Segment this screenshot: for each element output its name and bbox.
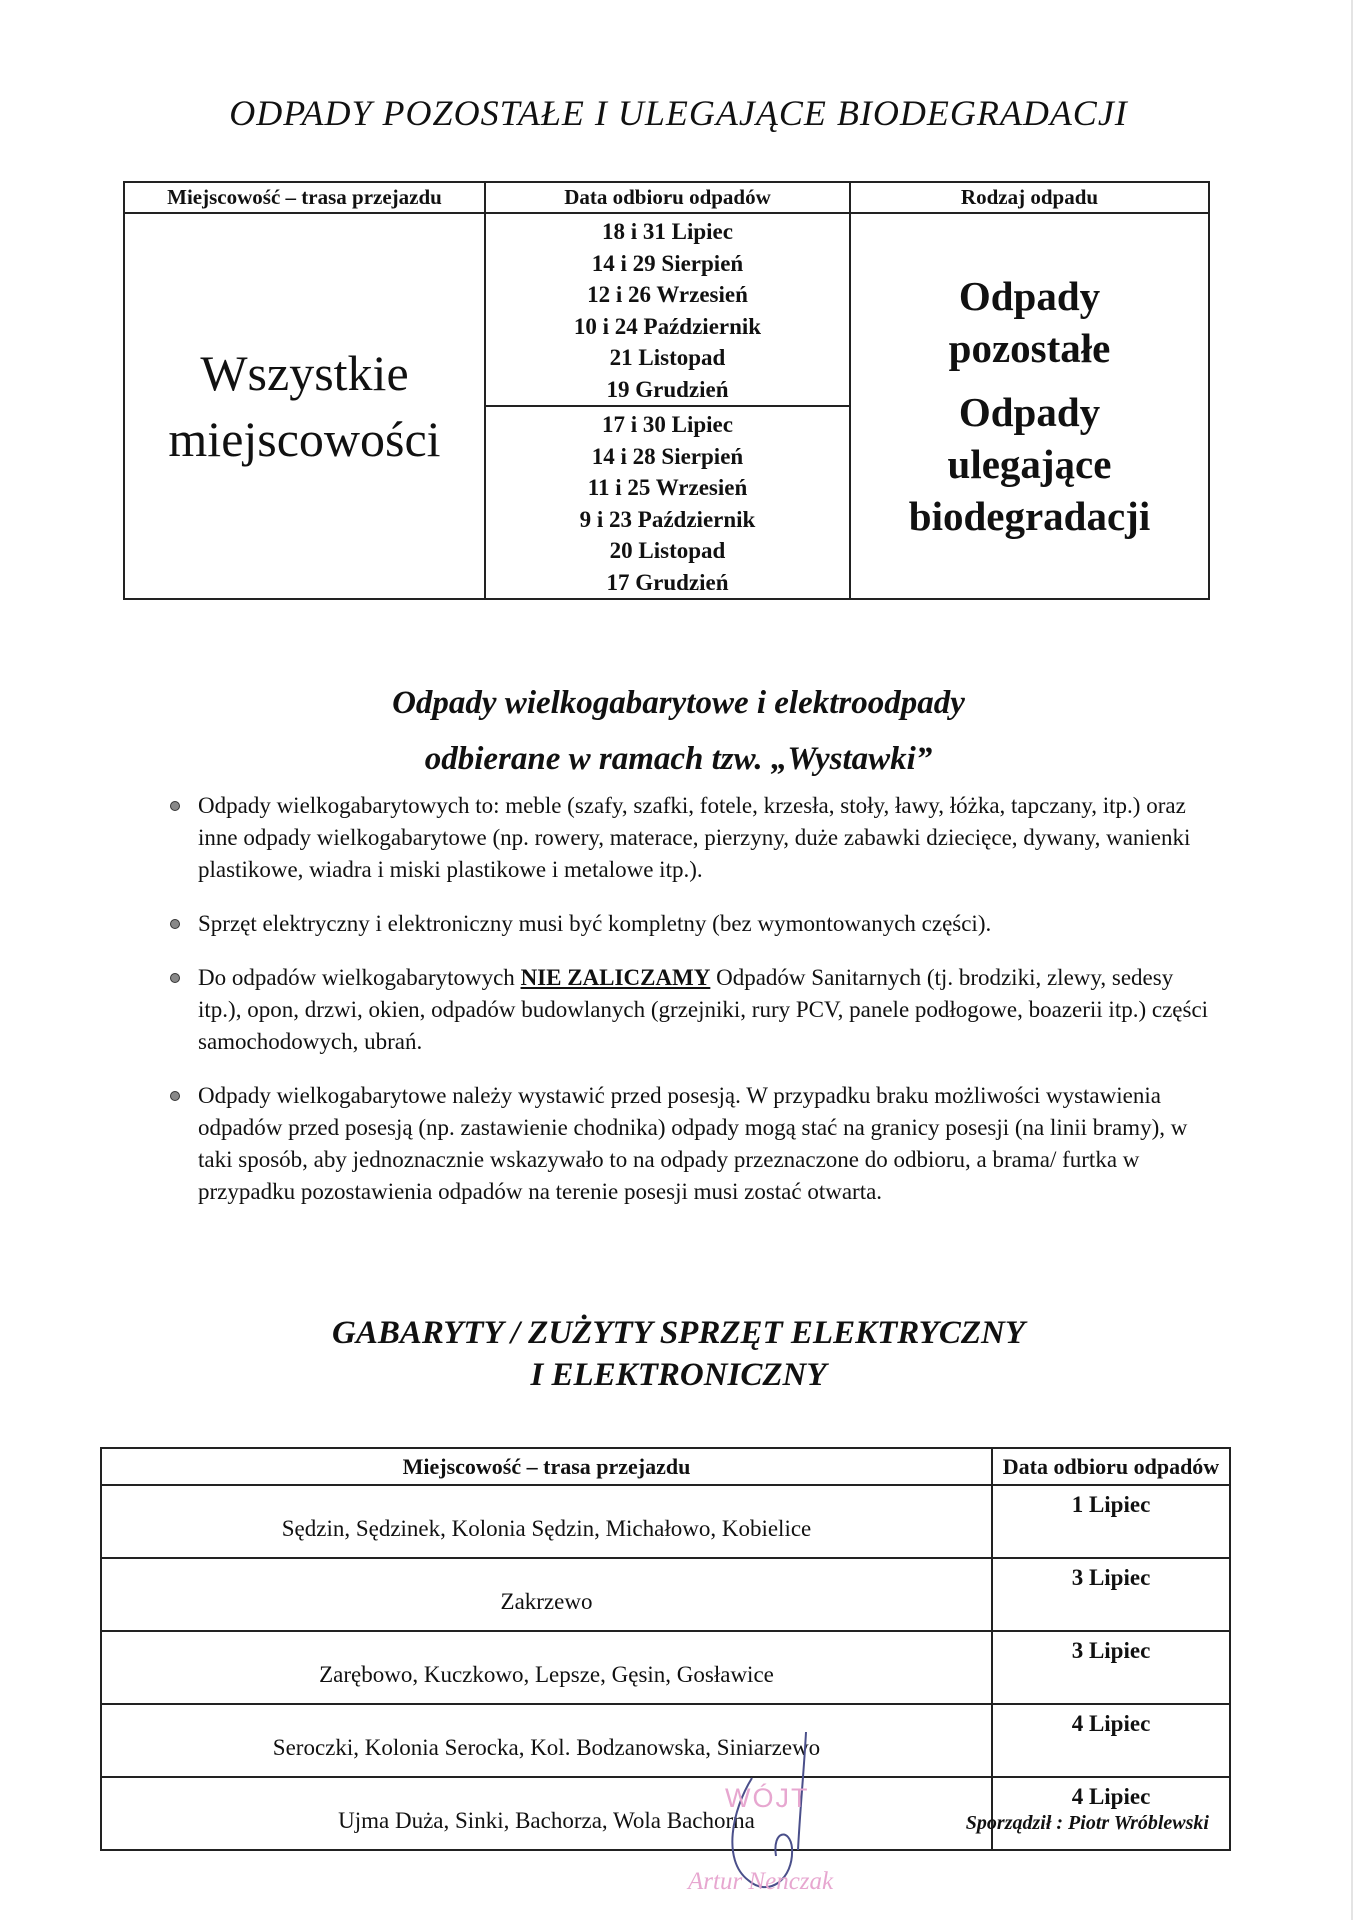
rule-text: Sprzęt elektryczny i elektroniczny musi być kompletny (bez wymontowanych części). [198, 911, 992, 936]
locality-cell: Sędzin, Sędzinek, Kolonia Sędzin, Michałowo, Kobielice [101, 1485, 992, 1558]
prepared-by: Sporządził : Piotr Wróblewski [965, 1812, 1209, 1834]
rule-text-post: Odpadów Sanitarnych (tj. brodziki, zlewy, sedesy itp.), opon, drzwi, okien, odpadów budowlanych (grzejniki, rury PCV, panele podłogowe, boazerii itp.) części samochodowych, ubrań. [198, 965, 1209, 1054]
list-item [170, 790, 1210, 886]
locality-cell: Zarębowo, Kuczkowo, Lepsze, Gęsin, Gosławice [101, 1631, 992, 1704]
table-header-row [124, 182, 1209, 213]
header-date: Data odbioru odpadów [992, 1448, 1230, 1485]
bullet-icon [170, 919, 180, 929]
waste-type-label: Odpady [958, 273, 1101, 319]
header-locality: Miejscowość – trasa przejazdu [101, 1448, 992, 1485]
table-row [101, 1485, 1230, 1558]
date-item: 20 Listopad [609, 538, 726, 563]
header-date: Data odbioru odpadów [485, 182, 850, 213]
residual-dates-cell [485, 213, 850, 406]
date-cell: 1 Lipiec [992, 1485, 1230, 1558]
area-line: miejscowości [168, 411, 441, 467]
stamp-title: WÓJT [725, 1783, 810, 1813]
section-title-electronics [0, 1312, 1357, 1396]
section-title-line: Odpady wielkogabarytowe i elektroodpady [392, 685, 965, 721]
bullet-icon [170, 801, 180, 811]
waste-type-label: biodegradacji [908, 493, 1151, 539]
bulky-schedule-table [100, 1447, 1231, 1851]
date-item: 21 Listopad [609, 345, 726, 370]
date-cell: 4 Lipiec [992, 1777, 1230, 1850]
bullet-icon [170, 1091, 180, 1101]
table-row [124, 213, 1209, 406]
table-row [101, 1631, 1230, 1704]
table-header-row [101, 1448, 1230, 1485]
section-title-line: I ELEKTRONICZNY [530, 1357, 827, 1393]
rule-text: Odpady wielkogabarytowych to: meble (szafy, szafki, fotele, krzesła, stoły, ławy, łóżka, tapczany, itp.) oraz inne odpady wielkogabarytowe (np. rowery, materace, pierzyny, duże zabawki dziecięce, dywany, wanienki plastikowe, wiadra i miski plastikowe i metalowe itp.). [198, 793, 1191, 882]
header-waste-type: Rodzaj odpadu [850, 182, 1209, 213]
area-line: Wszystkie [200, 345, 409, 401]
date-item: 10 i 24 Październik [573, 313, 762, 339]
section-title-bulky [0, 675, 1357, 787]
date-item: 17 Grudzień [606, 569, 729, 595]
rule-emphasis: NIE ZALICZAMY [520, 965, 711, 990]
date-item: 14 i 28 Sierpień [591, 443, 744, 469]
header-locality: Miejscowość – trasa przejazdu [124, 182, 485, 213]
date-item: 17 i 30 Lipiec [602, 412, 733, 437]
date-cell: 4 Lipiec [992, 1704, 1230, 1777]
list-item [170, 1080, 1210, 1208]
page-title: ODPADY POZOSTAŁE I ULEGAJĄCE BIODEGRADACJI [229, 93, 1128, 133]
date-item: 9 i 23 Październik [579, 506, 756, 532]
date-item: 11 i 25 Wrzesień [587, 475, 748, 500]
all-localities-cell [124, 213, 485, 599]
rules-list [170, 790, 1210, 1230]
rule-text-pre: Do odpadów wielkogabarytowych [198, 965, 521, 990]
waste-type-cell [850, 213, 1209, 599]
date-cell: 3 Lipiec [992, 1631, 1230, 1704]
waste-type-label: ulegające [947, 441, 1112, 487]
waste-type-label: pozostałe [948, 325, 1111, 371]
date-item: 19 Grudzień [606, 376, 729, 402]
waste-type-label: Odpady [958, 389, 1101, 435]
date-item: 14 i 29 Sierpień [591, 250, 744, 276]
list-item [170, 962, 1210, 1058]
list-item [170, 908, 1210, 940]
bio-dates-cell [485, 406, 850, 599]
stamp-name: Artur Nenczak [688, 1868, 834, 1895]
collection-schedule-table [123, 181, 1210, 600]
section-title-line: GABARYTY / ZUŻYTY SPRZĘT ELEKTRYCZNY [331, 1315, 1026, 1351]
table-row [101, 1704, 1230, 1777]
section-title-line: odbierane w ramach tzw. „Wystawki” [424, 741, 933, 777]
locality-cell: Zakrzewo [101, 1558, 992, 1631]
bullet-icon [170, 973, 180, 983]
date-item: 18 i 31 Lipiec [602, 219, 733, 244]
locality-cell: Seroczki, Kolonia Serocka, Kol. Bodzanowska, Siniarzewo [101, 1704, 992, 1777]
locality-cell: Ujma Duża, Sinki, Bachorza, Wola Bachorna [101, 1777, 992, 1850]
page-edge [1351, 0, 1353, 1920]
date-cell: 3 Lipiec [992, 1558, 1230, 1631]
date-item: 12 i 26 Wrzesień [587, 282, 748, 307]
table-row [101, 1558, 1230, 1631]
rule-text: Odpady wielkogabarytowe należy wystawić przed posesją. W przypadku braku możliwości wystawienia odpadów przed posesją (np. zastawienie chodnika) odpady mogą stać na granicy posesji (na linii bramy), w taki sposób, aby jednoznacznie wskazywało to na odpady przeznaczone do odbioru, a brama/ furtka w przypadku pozostawienia odpadów na terenie posesji musi zostać otwarta. [198, 1083, 1188, 1204]
